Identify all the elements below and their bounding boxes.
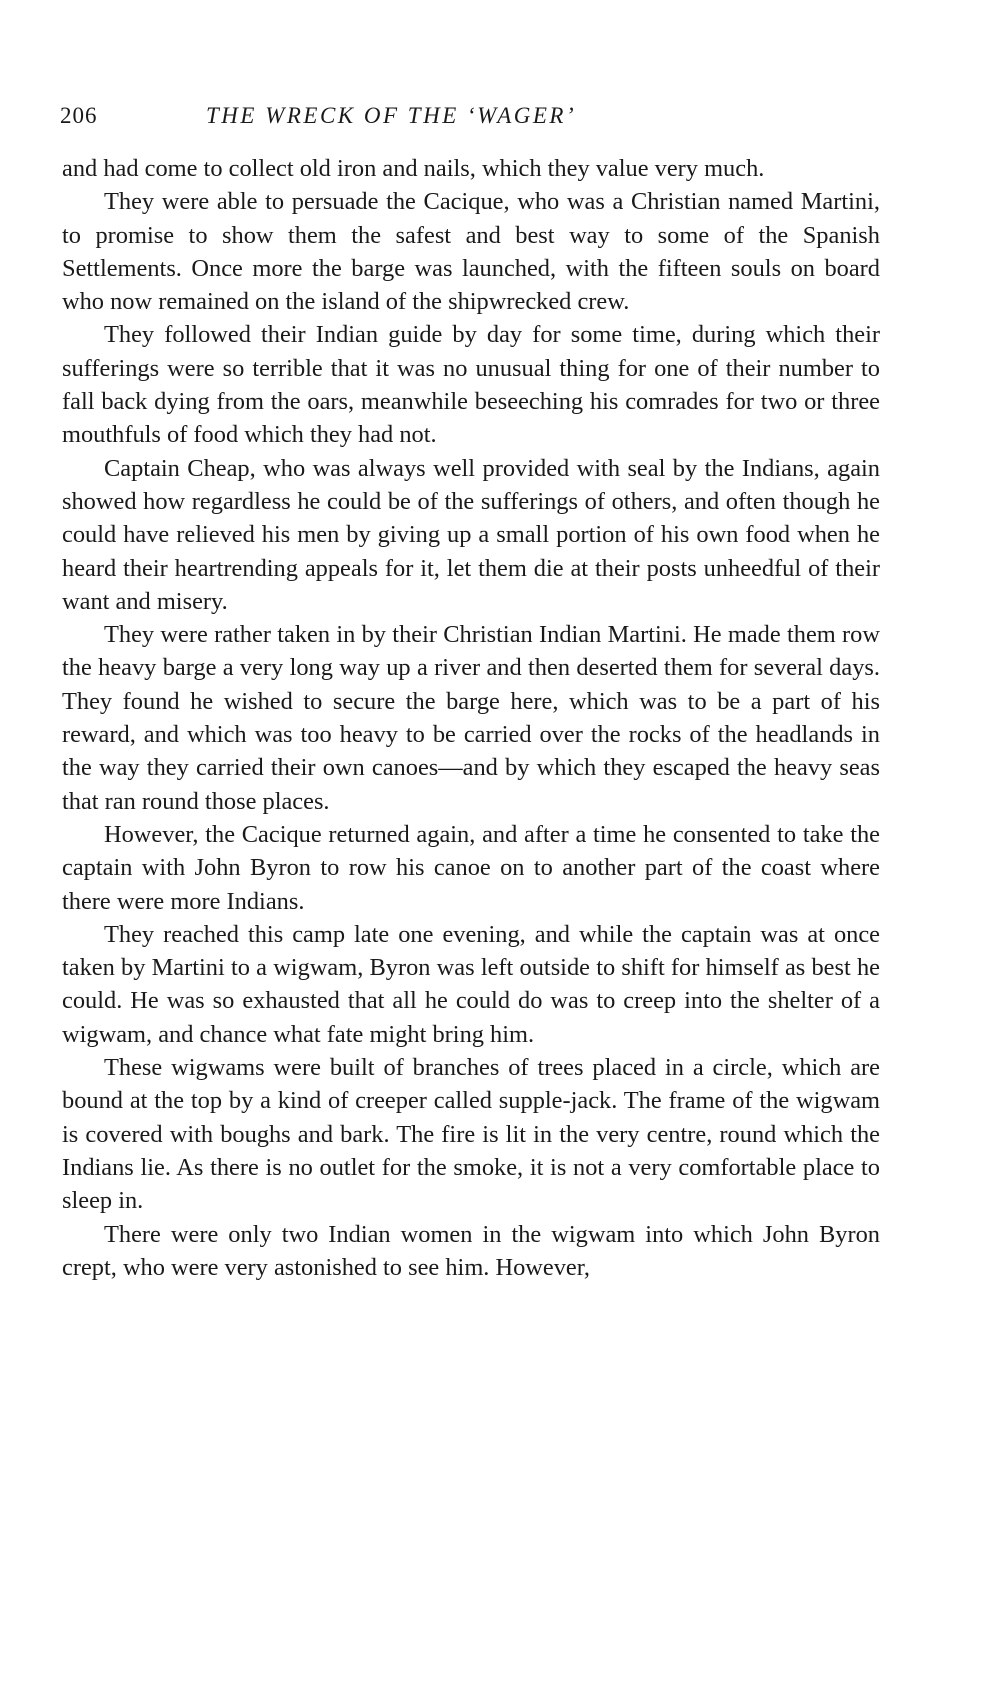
paragraph: They were able to persuade the Cacique, who was a Christian named Martini, to promise to show them the safest and best way to some of the Spanish Settlements. Once more the barge was launched, with the fifteen souls on board who now remained on the island of the shipwrecked crew. (62, 188, 880, 316)
body-text (62, 152, 880, 1284)
paragraph: These wigwams were built of branches of trees placed in a circle, which are bound at the top by a kind of creeper called supple-jack. The frame of the wigwam is covered with boughs and bark. The fire is lit in the very centre, round which the Indians lie. As there is no outlet for the smoke, it is not a very comfortable place to sleep in. (62, 1054, 880, 1215)
running-head (60, 103, 880, 135)
paragraph: There were only two Indian women in the wigwam into which John Byron crept, who were very astonished to see him. However, (62, 1220, 880, 1281)
paragraph-continuation: and had come to collect old iron and nails, which they value very much. (62, 155, 765, 182)
page-number: 206 (60, 103, 98, 128)
paragraph: Captain Cheap, who was always well provided with seal by the Indians, again showed how regardless he could be of the sufferings of others, and often though he could have relieved his men by giving up a small portion of his own food when he heard their heartrending appeals for it, let them die at their posts unheedful of their want and misery. (62, 454, 880, 615)
paragraph: They were rather taken in by their Christian Indian Martini. He made them row the heavy barge a very long way up a river and then deserted them for several days. They found he wished to secure the barge here, which was to be a part of his reward, and which was too heavy to be carried over the rocks of the headlands in the way they carried their own canoes—and by which they escaped the heavy seas that ran round those places. (62, 621, 880, 815)
paragraph: They reached this camp late one evening, and while the captain was at once taken by Martini to a wigwam, Byron was left outside to shift for himself as best he could. He was so exhausted that all he could do was to creep into the shelter of a wigwam, and chance what fate might bring him. (62, 920, 880, 1048)
running-title: THE WRECK OF THE ‘WAGER’ (206, 103, 577, 128)
paragraph: They followed their Indian guide by day for some time, during which their sufferings were so terrible that it was no unusual thing for one of their number to fall back dying from the oars, meanwhile beseeching his comrades for two or three mouthfuls of food which they had not. (62, 321, 880, 449)
paragraph: However, the Cacique returned again, and after a time he consented to take the captain with John Byron to row his canoe on to another part of the coast where there were more Indians. (62, 820, 880, 915)
